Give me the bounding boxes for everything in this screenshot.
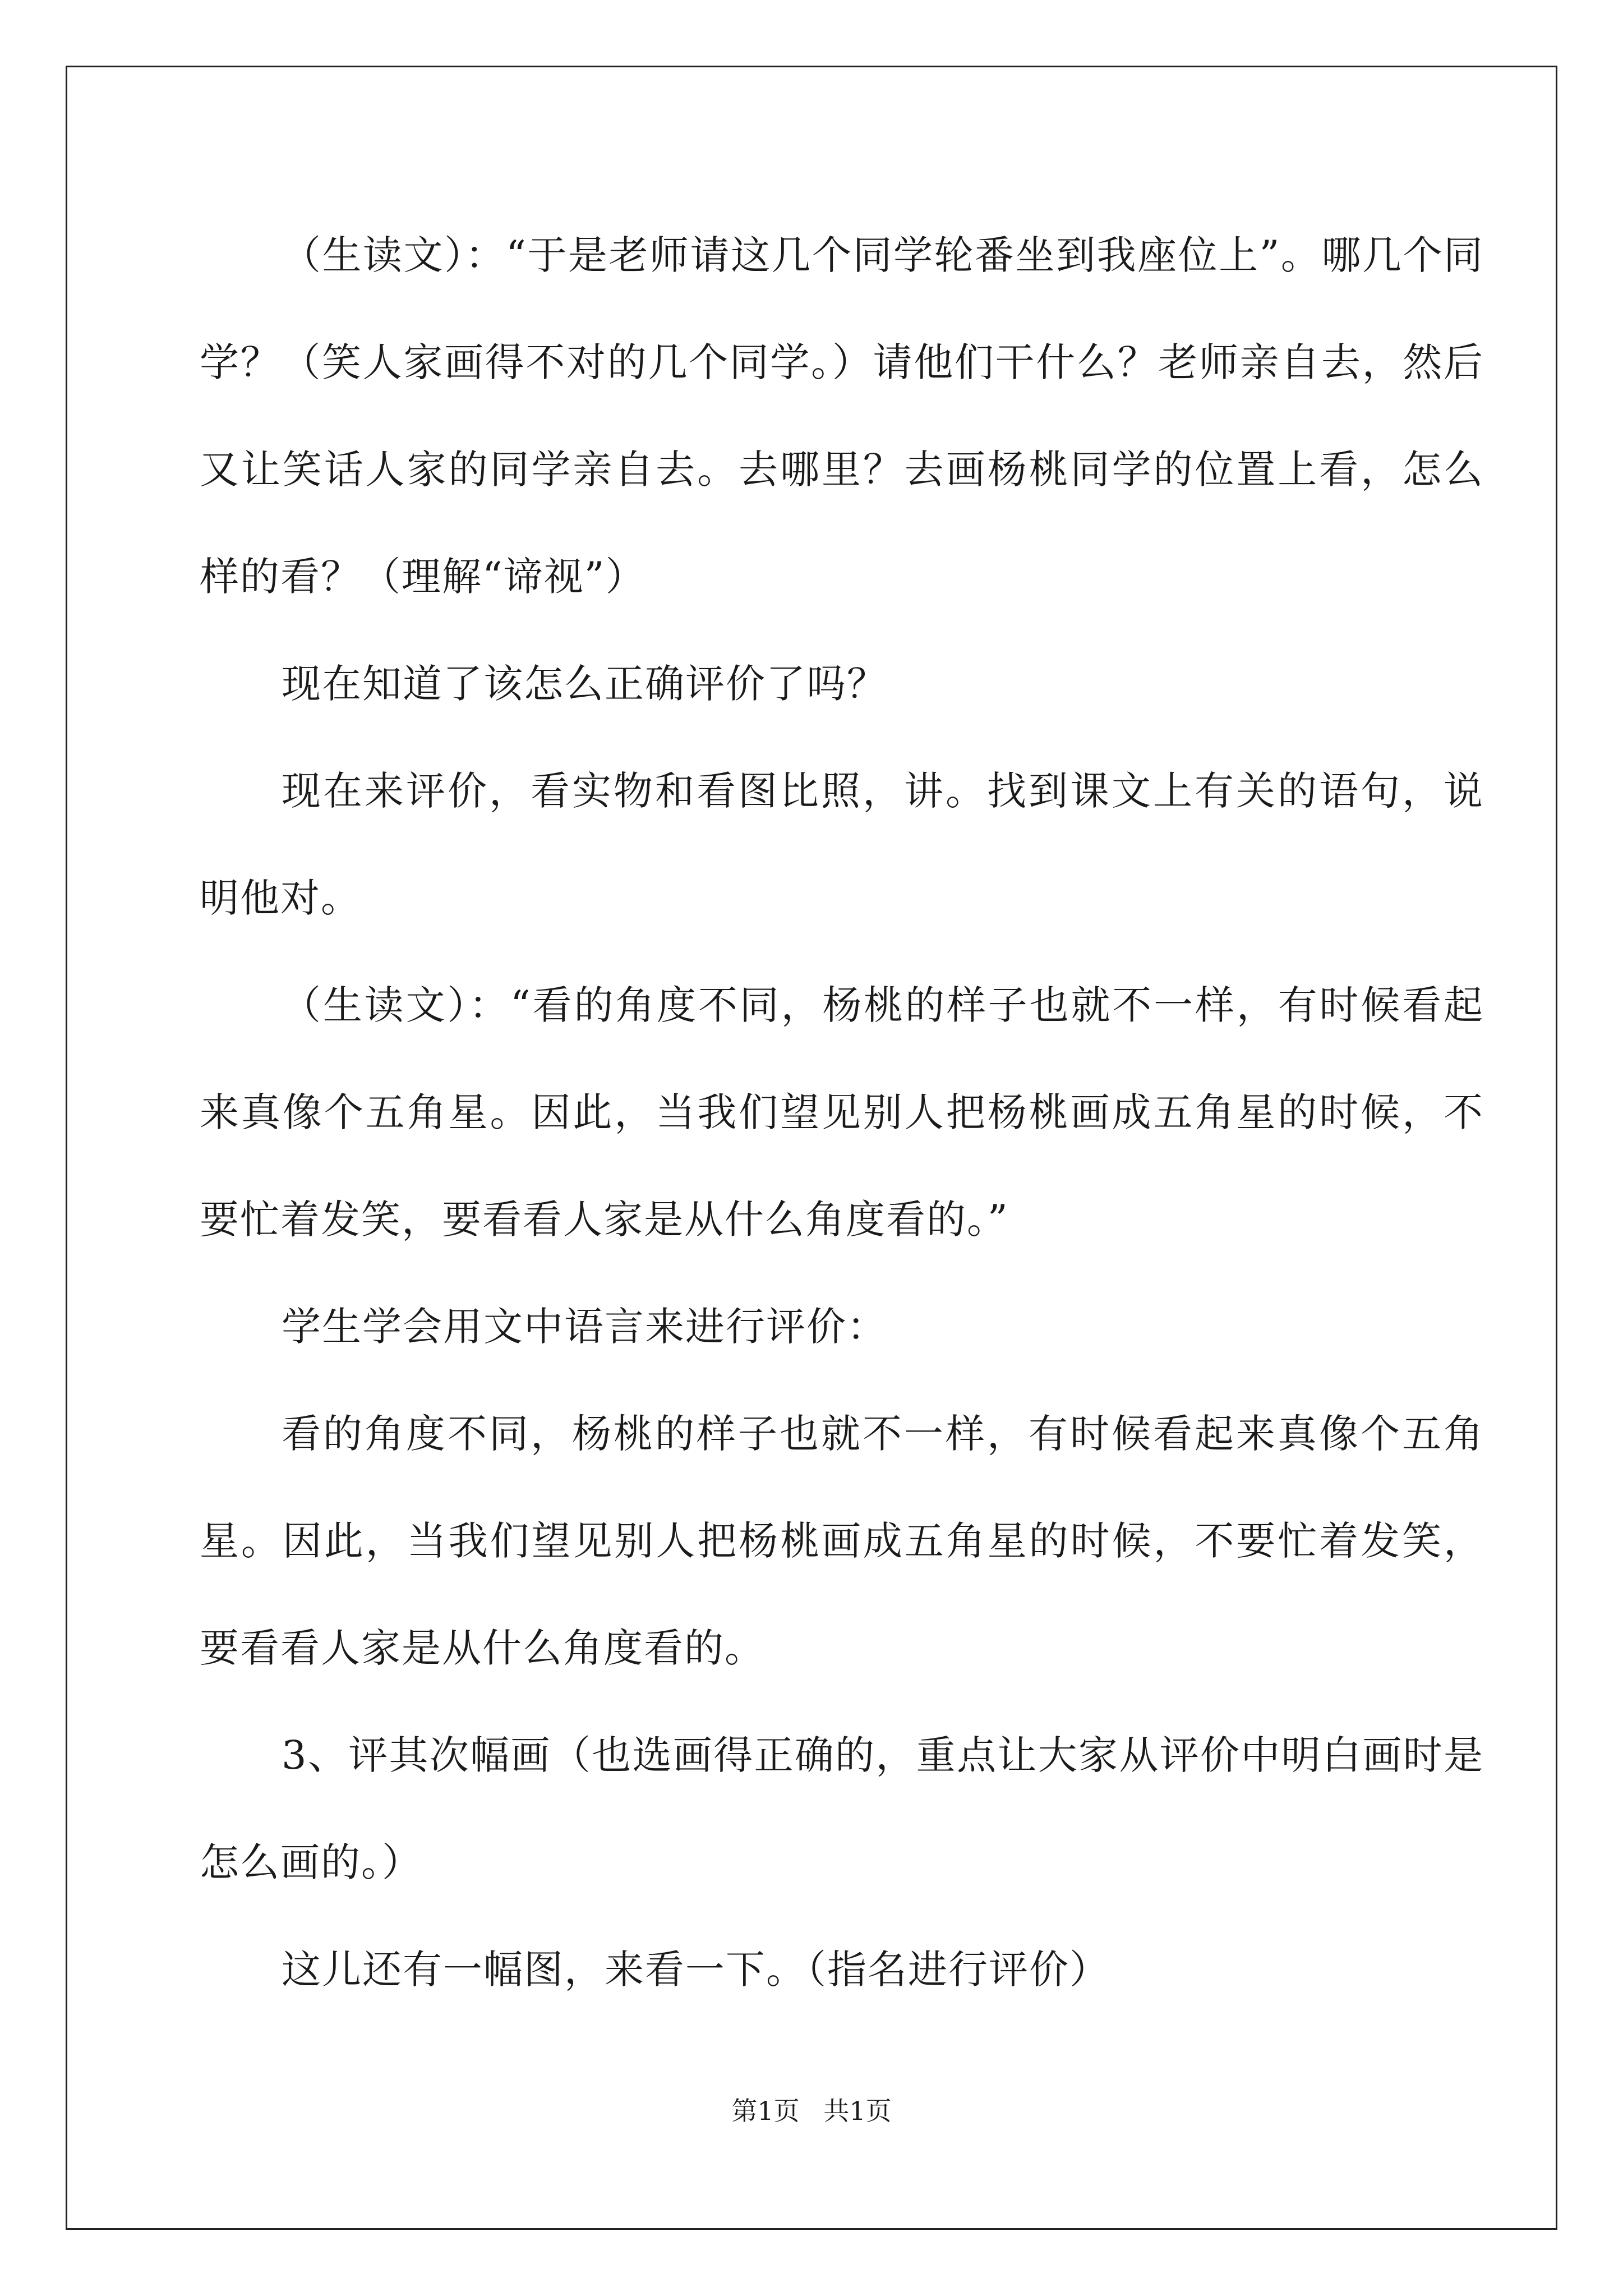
paragraph: 现在知道了该怎么正确评价了吗？ <box>282 661 887 707</box>
page-total: 共1页 <box>823 2096 892 2126</box>
paragraph: 这儿还有一幅图，来看一下。（指名进行评价） <box>282 1947 1110 1993</box>
paragraph: 看的角度不同，杨桃的样子也就不一样，有时候看起来真像个五角星。因此，当我们望见别人把杨桃画成五角星的时候，不要忙着发笑，要看看人家是从什么角度看的。 <box>200 1411 1484 1671</box>
page-number: 第1页 <box>731 2096 800 2126</box>
paragraph: 现在来评价，看实物和看图比照，讲。找到课文上有关的语句，说明他对。 <box>200 768 1484 921</box>
paragraph: （生读文）：“看的角度不同，杨桃的样子也就不一样，有时候看起来真像个五角星。因此，当我们望见别人把杨桃画成五角星的时候，不要忙着发笑，要看看人家是从什么角度看的。” <box>200 982 1484 1243</box>
paragraph: 学生学会用文中语言来进行评价： <box>282 1304 887 1350</box>
page-footer <box>0 2091 1623 2128</box>
paragraph: （生读文）：“于是老师请这几个同学轮番坐到我座位上”。哪几个同学？（笑人家画得不对的几个同学。）请他们干什么？老师亲自去，然后又让笑话人家的同学亲自去。去哪里？去画杨桃同学的位置上看，怎么样的看？（理解“谛视”） <box>200 232 1484 600</box>
document-body <box>200 202 1484 2023</box>
paragraph: 3、评其次幅画（也选画得正确的，重点让大家从评价中明白画时是怎么画的。） <box>200 1732 1484 1885</box>
